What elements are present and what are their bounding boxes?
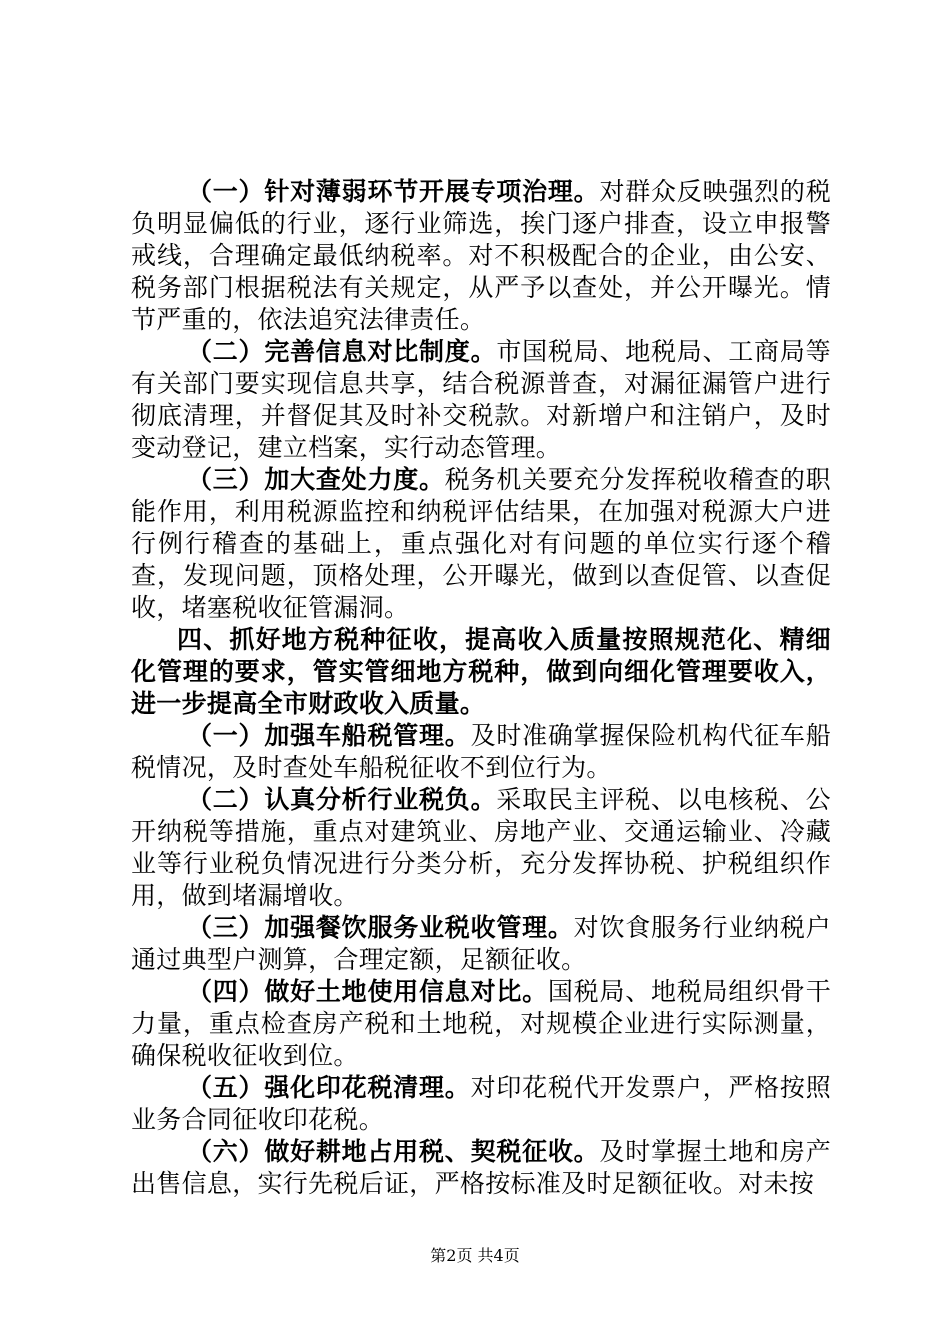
paragraph-8 [131,976,831,1072]
page-number-label: 第2页 共4页 [430,1246,520,1265]
paragraph-3-text: 税务机关要充分发挥税收稽查的职能作用，利用税源监控和纳税评估结果，在加强对税源大户进行例行稽查的基础上，重点强化对有问题的单位实行逐个稽查，发现问题，顶格处理，公开曝光，做到以查促管、以查促收，堵塞税收征管漏洞。 [131,465,831,622]
paragraph-6 [131,784,831,912]
paragraph-8-lead: （四）做好土地使用信息对比。 [187,977,548,1006]
paragraph-3 [131,464,831,624]
document-body [131,176,831,1200]
paragraph-5-text: 及时准确掌握保险机构代征车船税情况，及时查处车船税征收不到位行为。 [131,721,831,782]
paragraph-7-text: 对饮食服务行业纳税户通过典型户测算，合理定额，足额征收。 [131,913,831,974]
paragraph-9 [131,1072,831,1136]
section-heading-4: 四、抓好地方税种征收，提高收入质量按照规范化、精细化管理的要求，管实管细地方税种，做到向细化管理要收入，进一步提高全市财政收入质量。 [131,625,831,718]
paragraph-6-text: 采取民主评税、以电核税、公开纳税等措施，重点对建筑业、房地产业、交通运输业、冷藏业等行业税负情况进行分类分析，充分发挥协税、护税组织作用，做到堵漏增收。 [131,785,831,910]
paragraph-7 [131,912,831,976]
paragraph-1-text: 对群众反映强烈的税负明显偏低的行业，逐行业筛选，挨门逐户排查，设立申报警戒线，合理确定最低纳税率。对不积极配合的企业，由公安、税务部门根据税法有关规定，从严予以查处，并公开曝光。情节严重的，依法追究法律责任。 [131,177,831,334]
paragraph-9-text: 对印花税代开发票户，严格按照业务合同征收印花税。 [131,1073,831,1134]
paragraph-2 [131,336,831,464]
page-footer [0,1246,950,1266]
paragraph-6-lead: （二）认真分析行业税负。 [187,785,497,814]
paragraph-10-lead: （六）做好耕地占用税、契税征收。 [187,1137,600,1166]
paragraph-1-lead: （一）针对薄弱环节开展专项治理。 [187,177,600,206]
paragraph-2-lead: （二）完善信息对比制度。 [187,337,497,366]
paragraph-3-lead: （三）加大查处力度。 [187,465,445,494]
paragraph-7-lead: （三）加强餐饮服务业税收管理。 [187,913,574,942]
paragraph-1 [131,176,831,336]
paragraph-9-lead: （五）强化印花税清理。 [187,1073,471,1102]
paragraph-10 [131,1136,831,1200]
paragraph-5-lead: （一）加强车船税管理。 [187,721,471,750]
paragraph-2-text: 市国税局、地税局、工商局等有关部门要实现信息共享，结合税源普查，对漏征漏管户进行彻底清理，并督促其及时补交税款。对新增户和注销户，及时变动登记，建立档案，实行动态管理。 [131,337,831,462]
paragraph-10-text: 及时掌握土地和房产出售信息，实行先税后证，严格按标准及时足额征收。对未按 [131,1137,831,1198]
paragraph-8-text: 国税局、地税局组织骨干力量，重点检查房产税和土地税，对规模企业进行实际测量，确保税收征收到位。 [131,977,831,1070]
paragraph-5 [131,720,831,784]
